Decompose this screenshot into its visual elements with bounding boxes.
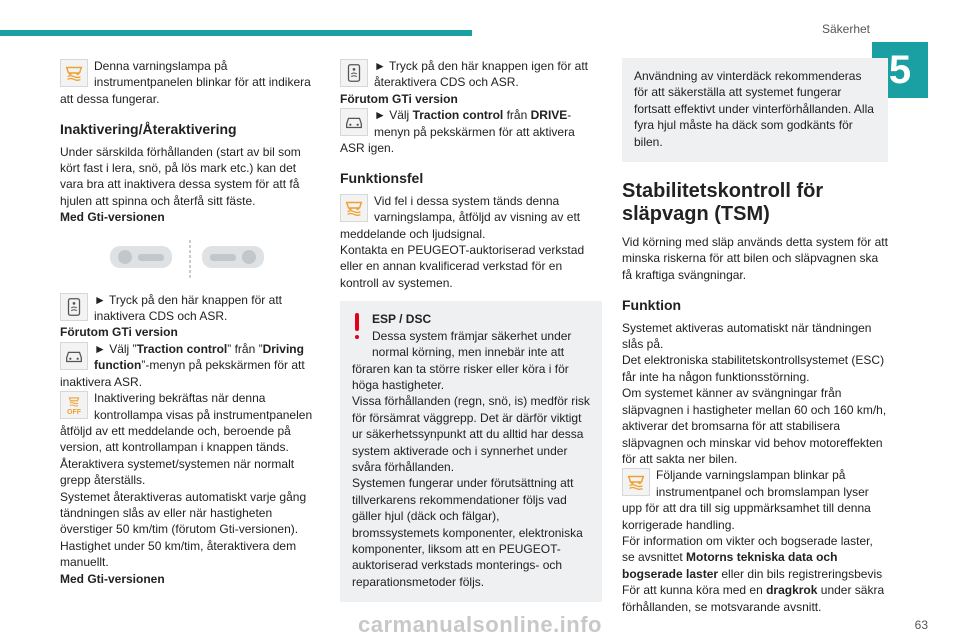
off-lamp-item: OFF Inaktivering bekräftas när denna kontrollampa visas på instrumentpanelen åtföljd av ett meddelande och, beroende på version, att kontrollampan i knappen tänds. [60,391,313,455]
heading-function: Funktion [622,297,682,314]
step-deactivate-button: ► Tryck på den här knappen för att inaktivera CDS och ASR. [60,292,320,325]
not-gti-label: Förutom GTi version [60,325,178,340]
tsm-title: Stabilitetskontroll för släpvagn (TSM) [622,180,824,226]
watermark: carmanualsonline.info [358,612,602,637]
steering-button-illustration [60,236,320,284]
car-menu-icon [340,108,368,136]
manual-text: Hastighet under 50 km/tim, återaktivera dem manuellt. [60,538,297,570]
reactivate-text: Återaktivera systemet/systemen när normalt grepp återställs. [60,456,295,488]
warning-exclamation-icon [352,311,362,341]
heading-fault: Funktionsfel [340,170,424,187]
column-3: Användning av vinterdäck rekommenderas för att säkerställa att systemet fungerar fortsatt effektivt under vinterförhållanden. Alla fyra hjul måste ha däck som godkänts för bilen. Stabilitetskontroll för släpvagn (TSM) Vid körning med släp används detta system för att minska riskerna för att bilen och släpvagnen ska få kraftiga svängningar. Funktion Systemet aktiveras automatiskt när tändningen slås på. Det elektroniska stabilitetskontrollsystemet (ESC) får inte ha någon funktionsstörning. Om systemet känner av svängningar från släpvagnen i hastigheter mellan 60 och 160 km/h, aktiverar det bromsarna för att stabilisera släpvagnen och minskar vid behov motoreffekten för att sakta ner bilen. Följande varningslampan blinkar på instrumentpanel och bromslampan lyser upp för att dra till sig uppmärksamhet till denna korrigerade handling. För information om vikter och bogserade laster, se avsnittet Motorns tekniska data och bogserade laster eller din bils registreringsbevis För att kunna köra med en dragkrok under säkra förhållanden, se motsvarande avsnitt. [622,58,888,615]
esc-warning-lamp-icon [340,194,368,222]
column-1 [60,58,320,587]
deactivation-para: Under särskilda förhållanden (start av bil som kört fast i lera, snö, på lös mark etc.) kan det vara bra att inaktivera dessa system för att få hjulen att spinna och återfå sitt fäste. [60,144,301,208]
tsm-lamp-item: Följande varningslampan blinkar på instrumentpanel och bromslampan lyser upp för att dra till sig uppmärksamhet till denna korrigerade handling. [622,468,871,532]
step-reactivate-button: ► Tryck på den här knappen igen för att återaktivera CDS och ASR. [340,58,602,91]
esc-lamp-item [60,58,320,107]
column-2 [340,58,602,602]
contact-text: Kontakta en PEUGEOT-auktoriserad verkstad eller en annan kvalificerad verkstad för en kontroll av systemen. [340,243,585,290]
warning-title: ESP / DSC [372,312,432,327]
trailer-stability-lamp-icon [622,468,650,496]
tsm-intro: Vid körning med släp används detta system för att minska riskerna för att bilen och släpvagnen ska få kraftiga svängningar. [622,235,888,282]
section-title: Säkerhet [821,22,870,36]
esp-warning-box: ESP / DSC Dessa system främjar säkerhet under normal körning, men innebär inte att föraren kan ta större risker eller köra i för höga hastigheter. Vissa förhållanden (regn, snö, is) medför risk för försämrat väggrepp. Det är därför viktigt ur säkerhetssynpunkt att du alltid har dessa system aktiverade och i synnerhet under svåra förhållanden. Systemen fungerar under förutsättning att tillverkarens rekommendationer följs vad gäller hjul (däck och fälgar), bromssystemets komponenter, elektroniska komponenter, liksom att en PEUGEOT-auktoriserad verkstads monterings- och reparationsmetoder följs. [340,301,602,602]
gti-label: Med Gti-versionen [60,210,165,225]
step-drive-menu: ► Välj Traction control från DRIVE-menyn på pekskärmen för att aktivera ASR igen. [340,108,575,156]
esc-warning-lamp-icon [60,59,88,87]
esc-off-lamp-icon: OFF [60,391,88,419]
page-number: 63 [914,618,928,632]
esc-button-icon [340,59,368,87]
chapter-number-badge: 5 [872,42,928,98]
fault-lamp-item: Vid fel i dessa system tänds denna varningslampa, åtföljd av visning av ett meddelande och ljudsignal. [340,193,581,241]
not-gti-label-2: Förutom GTi version [340,91,458,106]
step-traction-menu: ► Välj ”Traction control” från ”Driving function”-menyn på pekskärmen för att inaktivera ASR. [60,341,305,389]
header-accent-bar [0,30,472,36]
esc-lamp-text: Denna varningslampa på instrumentpanelen blinkar för att indikera att dessa fungerar. [60,59,311,106]
car-menu-icon [60,342,88,370]
winter-tyre-info-box: Användning av vinterdäck rekommenderas för att säkerställa att systemet fungerar fortsatt effektivt under vinterförhållanden. Alla fyra hjul måste ha däck som godkänts för bilen. [622,58,888,162]
esc-button-icon [60,293,88,321]
gti-label-end: Med Gti-versionen [60,571,165,586]
heading-deactivation: Inaktivering/Återaktivering [60,121,237,138]
auto-reactivate-text: Systemet återaktiveras automatiskt varje gång tändningen slås av eller när hastigheten överstiger 50 km/tim (förutom Gti-versionen). [60,489,307,537]
